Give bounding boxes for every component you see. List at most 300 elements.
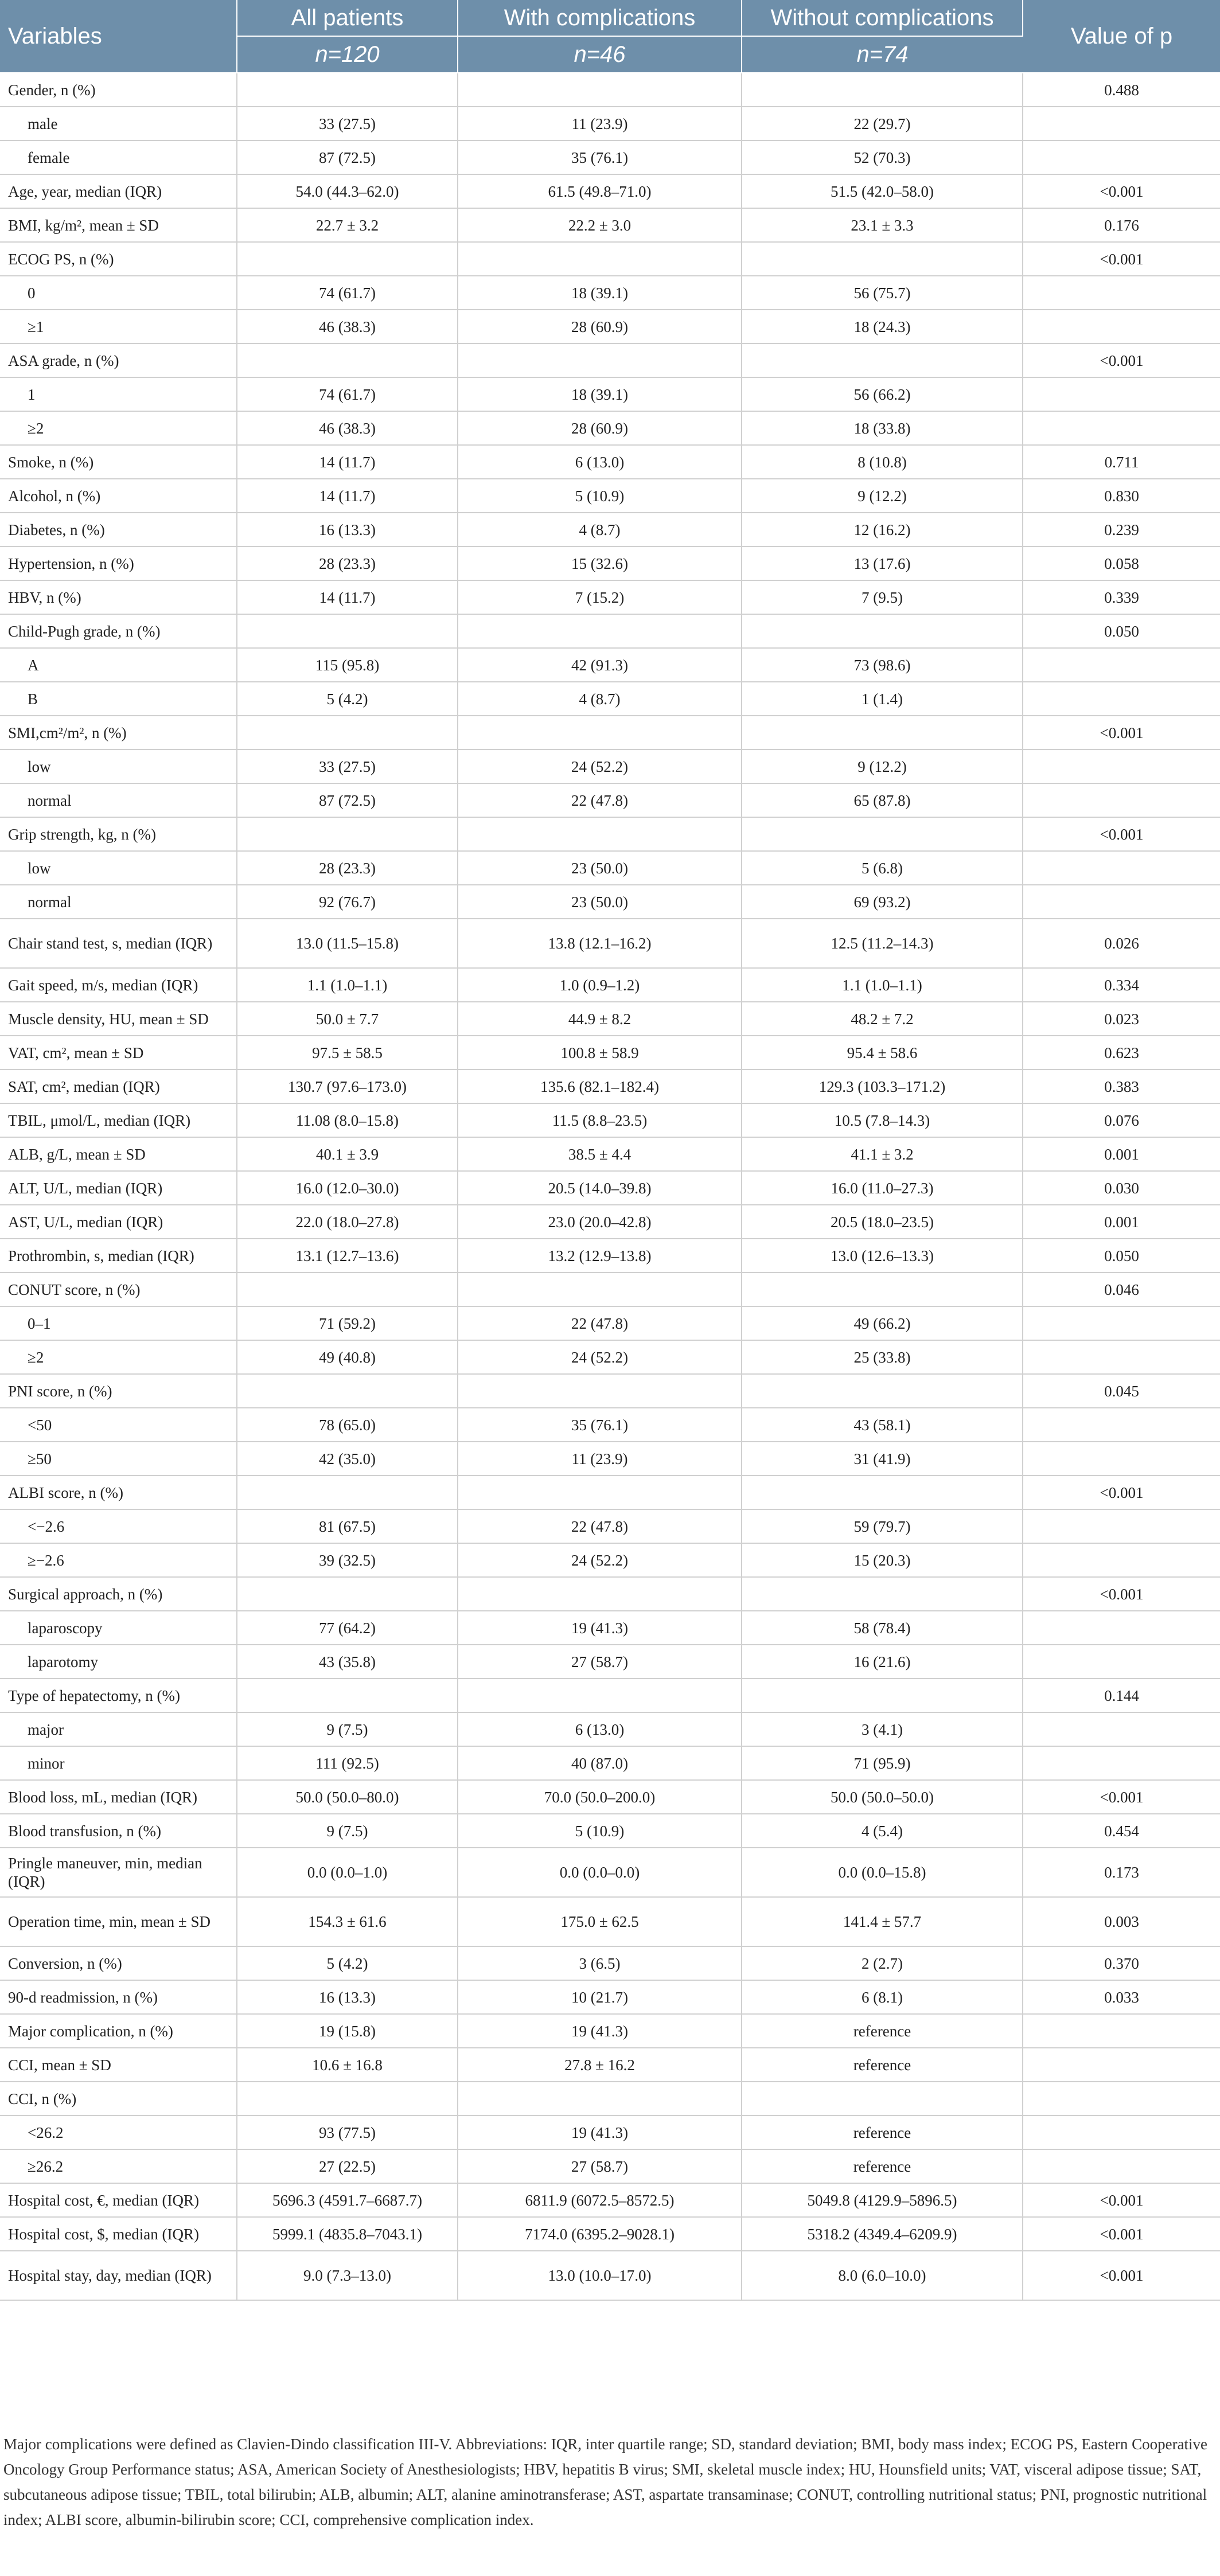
cell-variable: SAT, cm², median (IQR) [0,1070,237,1103]
cell-without-complications: 2 (2.7) [742,1946,1023,1980]
cell-variable: ≥50 [0,1442,237,1476]
cell-all-patients: 46 (38.3) [237,411,458,445]
header-p-value: Value of p [1023,0,1220,73]
cell-all-patients: 27 (22.5) [237,2149,458,2183]
table-row [0,682,1220,716]
cell-all-patients: 93 (77.5) [237,2116,458,2149]
cell-p-value [1023,885,1220,919]
cell-without-complications: 4 (5.4) [742,1814,1023,1848]
cell-variable: Operation time, min, mean ± SD [0,1897,237,1946]
cell-p-value: 0.623 [1023,1036,1220,1070]
cell-variable: ECOG PS, n (%) [0,242,237,276]
cell-with-complications: 13.2 (12.9–13.8) [458,1239,742,1273]
table-row [0,2048,1220,2082]
cell-all-patients: 5 (4.2) [237,682,458,716]
cell-p-value [1023,1746,1220,1780]
cell-all-patients: 10.6 ± 16.8 [237,2048,458,2082]
table-footnote [0,2431,1217,2532]
table-row [0,445,1220,479]
cell-p-value: 0.383 [1023,1070,1220,1103]
cell-with-complications: 27 (58.7) [458,1645,742,1679]
cell-with-complications: 20.5 (14.0–39.8) [458,1171,742,1205]
cell-all-patients: 71 (59.2) [237,1306,458,1340]
cell-without-complications: 48.2 ± 7.2 [742,1002,1023,1036]
table-row [0,479,1220,513]
cell-p-value [1023,1509,1220,1543]
cell-all-patients: 33 (27.5) [237,107,458,140]
cell-variable: CONUT score, n (%) [0,1273,237,1306]
cell-without-complications: 16 (21.6) [742,1645,1023,1679]
cell-without-complications: 73 (98.6) [742,648,1023,682]
cell-all-patients: 33 (27.5) [237,750,458,783]
cell-with-complications: 61.5 (49.8–71.0) [458,174,742,208]
cell-p-value [1023,411,1220,445]
table-row [0,1746,1220,1780]
cell-all-patients: 22.0 (18.0–27.8) [237,1205,458,1239]
table-row [0,1273,1220,1306]
table-row [0,2082,1220,2116]
table-row [0,1712,1220,1746]
table-header [0,0,1220,73]
cell-variable: Blood loss, mL, median (IQR) [0,1780,237,1814]
cell-variable: B [0,682,237,716]
cell-all-patients [237,1273,458,1306]
cell-variable: male [0,107,237,140]
cell-all-patients: 154.3 ± 61.6 [237,1897,458,1946]
cell-variable: Chair stand test, s, median (IQR) [0,919,237,968]
header-without-complications: Without complications [742,0,1023,36]
cell-all-patients: 28 (23.3) [237,851,458,885]
table-row [0,547,1220,580]
cell-p-value [1023,140,1220,174]
cell-all-patients: 74 (61.7) [237,276,458,310]
cell-p-value: 0.050 [1023,1239,1220,1273]
cell-p-value: 0.830 [1023,479,1220,513]
cell-p-value: 0.030 [1023,1171,1220,1205]
cell-without-complications [742,344,1023,377]
cell-without-complications: 25 (33.8) [742,1340,1023,1374]
cell-p-value [1023,2014,1220,2048]
header-with-complications: With complications [458,0,742,36]
cell-all-patients: 115 (95.8) [237,648,458,682]
cell-p-value: 0.023 [1023,1002,1220,1036]
cell-p-value: 0.046 [1023,1273,1220,1306]
cell-without-complications: 9 (12.2) [742,479,1023,513]
cell-without-complications: 13.0 (12.6–13.3) [742,1239,1023,1273]
cell-p-value [1023,1543,1220,1577]
cell-with-complications: 28 (60.9) [458,411,742,445]
cell-with-complications: 23 (50.0) [458,851,742,885]
table-row [0,242,1220,276]
table-row [0,968,1220,1002]
cell-without-complications [742,1577,1023,1611]
cell-variable: 0 [0,276,237,310]
cell-all-patients [237,1577,458,1611]
cell-variable: ≥26.2 [0,2149,237,2183]
cell-without-complications: 5318.2 (4349.4–6209.9) [742,2217,1023,2251]
cell-without-complications: 69 (93.2) [742,885,1023,919]
cell-without-complications [742,73,1023,107]
cell-with-complications [458,716,742,750]
cell-without-complications: reference [742,2116,1023,2149]
cell-without-complications: 8.0 (6.0–10.0) [742,2251,1023,2300]
cell-all-patients: 78 (65.0) [237,1408,458,1442]
table-row [0,1036,1220,1070]
cell-variable: Gender, n (%) [0,73,237,107]
cell-with-complications: 35 (76.1) [458,1408,742,1442]
cell-without-complications: reference [742,2014,1023,2048]
cell-with-complications [458,344,742,377]
cell-with-complications: 22 (47.8) [458,783,742,817]
cell-all-patients: 5 (4.2) [237,1946,458,1980]
cell-without-complications: 15 (20.3) [742,1543,1023,1577]
cell-p-value: 0.026 [1023,919,1220,968]
cell-p-value [1023,107,1220,140]
table-row [0,310,1220,344]
cell-p-value [1023,2082,1220,2116]
cell-with-complications: 23.0 (20.0–42.8) [458,1205,742,1239]
cell-p-value [1023,310,1220,344]
table-row [0,2217,1220,2251]
table-row [0,2251,1220,2300]
cell-without-complications: 9 (12.2) [742,750,1023,783]
cell-variable: ≥1 [0,310,237,344]
cell-with-complications: 5 (10.9) [458,1814,742,1848]
cell-all-patients: 40.1 ± 3.9 [237,1137,458,1171]
cell-variable: Alcohol, n (%) [0,479,237,513]
cell-p-value: <0.001 [1023,1780,1220,1814]
cell-with-complications: 11.5 (8.8–23.5) [458,1103,742,1137]
cell-without-complications: 16.0 (11.0–27.3) [742,1171,1023,1205]
header-n-without: n=74 [742,36,1023,73]
table-row [0,411,1220,445]
cell-p-value [1023,1408,1220,1442]
cell-all-patients: 9 (7.5) [237,1814,458,1848]
cell-with-complications: 175.0 ± 62.5 [458,1897,742,1946]
cell-p-value: 0.058 [1023,547,1220,580]
cell-without-complications: 8 (10.8) [742,445,1023,479]
cell-with-complications: 19 (41.3) [458,2116,742,2149]
table-row [0,817,1220,851]
cell-variable: SMI,cm²/m², n (%) [0,716,237,750]
table-row [0,1205,1220,1239]
cell-all-patients: 11.08 (8.0–15.8) [237,1103,458,1137]
cell-p-value [1023,1712,1220,1746]
cell-with-complications: 19 (41.3) [458,2014,742,2048]
cell-without-complications: 71 (95.9) [742,1746,1023,1780]
header-n-all: n=120 [237,36,458,73]
cell-with-complications: 1.0 (0.9–1.2) [458,968,742,1002]
table-row [0,716,1220,750]
cell-with-complications: 22.2 ± 3.0 [458,208,742,242]
cell-variable: ASA grade, n (%) [0,344,237,377]
cell-with-complications: 3 (6.5) [458,1946,742,1980]
cell-all-patients: 14 (11.7) [237,479,458,513]
cell-with-complications: 11 (23.9) [458,1442,742,1476]
cell-p-value: 0.711 [1023,445,1220,479]
cell-with-complications: 27 (58.7) [458,2149,742,2183]
cell-all-patients: 16 (13.3) [237,1980,458,2014]
table-row [0,750,1220,783]
cell-with-complications: 24 (52.2) [458,1340,742,1374]
cell-with-complications: 13.0 (10.0–17.0) [458,2251,742,2300]
cell-variable: low [0,851,237,885]
table-row [0,276,1220,310]
cell-with-complications: 4 (8.7) [458,513,742,547]
cell-p-value: <0.001 [1023,817,1220,851]
cell-with-complications: 7 (15.2) [458,580,742,614]
cell-all-patients: 87 (72.5) [237,140,458,174]
cell-variable: Diabetes, n (%) [0,513,237,547]
cell-with-complications [458,242,742,276]
cell-with-complications [458,817,742,851]
cell-p-value [1023,2048,1220,2082]
table-row [0,2183,1220,2217]
cell-without-complications: 1.1 (1.0–1.1) [742,968,1023,1002]
cell-p-value [1023,1611,1220,1645]
cell-p-value [1023,1340,1220,1374]
cell-without-complications: 3 (4.1) [742,1712,1023,1746]
footnote-text: Major complications were defined as Clavien-Dindo classification III-V. Abbreviations: IQR, inter quartile range; SD, standard deviation; BMI, body mass index; ECOG PS, Eastern Cooperative Oncology Group Performance status; ASA, American Society of Anesthesiologists; HBV, hepatitis B virus; SMI, skeletal muscle index; HU, Hounsfield units; VAT, visceral adipose tissue; SAT, subcutaneous adipose tissue; TBIL, total bilirubin; ALB, albumin; ALT, alanine aminotransferase; AST, aspartate transaminase; CONUT, controlling nutritional status; PNI, prognostic nutritional index; ALBI score, albumin-bilirubin score; CCI, comprehensive complication index. [3,2436,1208,2528]
cell-all-patients: 16.0 (12.0–30.0) [237,1171,458,1205]
table-row [0,1543,1220,1577]
table-row [0,344,1220,377]
cell-variable: BMI, kg/m², mean ± SD [0,208,237,242]
cell-p-value [1023,1442,1220,1476]
cell-with-complications: 11 (23.9) [458,107,742,140]
cell-with-complications: 23 (50.0) [458,885,742,919]
cell-without-complications: 56 (75.7) [742,276,1023,310]
cell-without-complications [742,1476,1023,1509]
cell-variable: low [0,750,237,783]
cell-without-complications [742,2082,1023,2116]
cell-variable: ALBI score, n (%) [0,1476,237,1509]
table-row [0,1239,1220,1273]
cell-all-patients [237,1476,458,1509]
table-row [0,1137,1220,1171]
table-row [0,2014,1220,2048]
cell-without-complications [742,1679,1023,1712]
table-row [0,208,1220,242]
cell-all-patients: 92 (76.7) [237,885,458,919]
cell-all-patients [237,817,458,851]
cell-with-complications: 6 (13.0) [458,1712,742,1746]
cell-p-value: 0.173 [1023,1848,1220,1897]
table-row [0,73,1220,107]
cell-without-complications [742,614,1023,648]
cell-all-patients [237,344,458,377]
cell-p-value: 0.003 [1023,1897,1220,1946]
cell-with-complications: 19 (41.3) [458,1611,742,1645]
cell-p-value [1023,1306,1220,1340]
cell-without-complications: 5 (6.8) [742,851,1023,885]
table-row [0,1577,1220,1611]
table-body [0,73,1220,2300]
table-row [0,1476,1220,1509]
cell-variable: Muscle density, HU, mean ± SD [0,1002,237,1036]
cell-variable: Hospital stay, day, median (IQR) [0,2251,237,2300]
cell-all-patients: 50.0 (50.0–80.0) [237,1780,458,1814]
table-row [0,513,1220,547]
cell-with-complications: 6811.9 (6072.5–8572.5) [458,2183,742,2217]
cell-without-complications: 13 (17.6) [742,547,1023,580]
cell-p-value: 0.050 [1023,614,1220,648]
cell-all-patients [237,614,458,648]
cell-variable: Hypertension, n (%) [0,547,237,580]
cell-variable: major [0,1712,237,1746]
cell-all-patients: 77 (64.2) [237,1611,458,1645]
cell-with-complications: 35 (76.1) [458,140,742,174]
cell-all-patients [237,242,458,276]
cell-variable: <26.2 [0,2116,237,2149]
cell-with-complications: 6 (13.0) [458,445,742,479]
cell-all-patients: 9 (7.5) [237,1712,458,1746]
cell-p-value: 0.144 [1023,1679,1220,1712]
cell-with-complications: 40 (87.0) [458,1746,742,1780]
cell-without-complications: 6 (8.1) [742,1980,1023,2014]
cell-all-patients: 1.1 (1.0–1.1) [237,968,458,1002]
cell-variable: CCI, n (%) [0,2082,237,2116]
cell-variable: Gait speed, m/s, median (IQR) [0,968,237,1002]
cell-all-patients: 14 (11.7) [237,580,458,614]
cell-variable: ALB, g/L, mean ± SD [0,1137,237,1171]
cell-p-value: 0.001 [1023,1137,1220,1171]
cell-with-complications [458,1476,742,1509]
cell-without-complications: 52 (70.3) [742,140,1023,174]
table-row [0,1374,1220,1408]
cell-with-complications: 22 (47.8) [458,1306,742,1340]
cell-with-complications: 22 (47.8) [458,1509,742,1543]
cell-with-complications [458,1273,742,1306]
cell-variable: 1 [0,377,237,411]
cell-p-value: <0.001 [1023,1476,1220,1509]
cell-without-complications: 0.0 (0.0–15.8) [742,1848,1023,1897]
table-row [0,919,1220,968]
cell-p-value: 0.076 [1023,1103,1220,1137]
cell-all-patients: 50.0 ± 7.7 [237,1002,458,1036]
table-row [0,1171,1220,1205]
cell-all-patients: 46 (38.3) [237,310,458,344]
cell-variable: HBV, n (%) [0,580,237,614]
cell-variable: Type of hepatectomy, n (%) [0,1679,237,1712]
cell-p-value [1023,377,1220,411]
cell-without-complications: 12.5 (11.2–14.3) [742,919,1023,968]
table-row [0,2149,1220,2183]
cell-p-value: <0.001 [1023,2183,1220,2217]
cell-with-complications: 0.0 (0.0–0.0) [458,1848,742,1897]
cell-p-value [1023,1645,1220,1679]
cell-without-complications [742,242,1023,276]
cell-all-patients [237,73,458,107]
cell-p-value: <0.001 [1023,242,1220,276]
cell-with-complications: 18 (39.1) [458,377,742,411]
cell-without-complications: 129.3 (103.3–171.2) [742,1070,1023,1103]
cell-p-value: 0.001 [1023,1205,1220,1239]
cell-p-value: 0.454 [1023,1814,1220,1848]
cell-variable: CCI, mean ± SD [0,2048,237,2082]
cell-with-complications [458,1679,742,1712]
cell-with-complications [458,73,742,107]
table-row [0,1002,1220,1036]
cell-all-patients: 5999.1 (4835.8–7043.1) [237,2217,458,2251]
cell-p-value [1023,851,1220,885]
cell-p-value: <0.001 [1023,2217,1220,2251]
cell-with-complications: 28 (60.9) [458,310,742,344]
table-row [0,2116,1220,2149]
cell-without-complications: 5049.8 (4129.9–5896.5) [742,2183,1023,2217]
cell-variable: <−2.6 [0,1509,237,1543]
cell-all-patients: 28 (23.3) [237,547,458,580]
table-row [0,580,1220,614]
cell-variable: laparoscopy [0,1611,237,1645]
cell-with-complications [458,614,742,648]
cell-without-complications: 31 (41.9) [742,1442,1023,1476]
cell-variable: ≥−2.6 [0,1543,237,1577]
cell-without-complications [742,716,1023,750]
cell-all-patients: 19 (15.8) [237,2014,458,2048]
table-row [0,851,1220,885]
cell-without-complications: 41.1 ± 3.2 [742,1137,1023,1171]
cell-all-patients: 130.7 (97.6–173.0) [237,1070,458,1103]
cell-with-complications: 42 (91.3) [458,648,742,682]
cell-variable: Hospital cost, €, median (IQR) [0,2183,237,2217]
table-row [0,1946,1220,1980]
cell-without-complications: 23.1 ± 3.3 [742,208,1023,242]
table-row [0,783,1220,817]
cell-without-complications: 7 (9.5) [742,580,1023,614]
cell-p-value [1023,682,1220,716]
cell-variable: Conversion, n (%) [0,1946,237,1980]
table-row [0,1814,1220,1848]
cell-with-complications [458,1577,742,1611]
cell-with-complications: 18 (39.1) [458,276,742,310]
cell-with-complications: 70.0 (50.0–200.0) [458,1780,742,1814]
cell-all-patients: 0.0 (0.0–1.0) [237,1848,458,1897]
table-row [0,1509,1220,1543]
table-row [0,614,1220,648]
cell-with-complications: 44.9 ± 8.2 [458,1002,742,1036]
cell-p-value [1023,2116,1220,2149]
cell-p-value: <0.001 [1023,344,1220,377]
cell-variable: VAT, cm², mean ± SD [0,1036,237,1070]
cell-without-complications: 59 (79.7) [742,1509,1023,1543]
cell-all-patients: 49 (40.8) [237,1340,458,1374]
cell-all-patients [237,1374,458,1408]
cell-variable: ≥2 [0,1340,237,1374]
cell-p-value: <0.001 [1023,2251,1220,2300]
cell-all-patients: 14 (11.7) [237,445,458,479]
table-row [0,1442,1220,1476]
cell-without-complications: 1 (1.4) [742,682,1023,716]
table-row [0,1897,1220,1946]
cell-p-value: 0.370 [1023,1946,1220,1980]
cell-without-complications: 58 (78.4) [742,1611,1023,1645]
cell-with-complications: 4 (8.7) [458,682,742,716]
cell-with-complications: 7174.0 (6395.2–9028.1) [458,2217,742,2251]
cell-variable: AST, U/L, median (IQR) [0,1205,237,1239]
cell-without-complications: 51.5 (42.0–58.0) [742,174,1023,208]
header-n-with: n=46 [458,36,742,73]
cell-all-patients: 22.7 ± 3.2 [237,208,458,242]
cell-p-value [1023,648,1220,682]
cell-without-complications: 18 (24.3) [742,310,1023,344]
table-row [0,1780,1220,1814]
cell-variable: 0–1 [0,1306,237,1340]
cell-variable: laparotomy [0,1645,237,1679]
cell-all-patients: 39 (32.5) [237,1543,458,1577]
cell-variable: Smoke, n (%) [0,445,237,479]
cell-without-complications [742,1273,1023,1306]
